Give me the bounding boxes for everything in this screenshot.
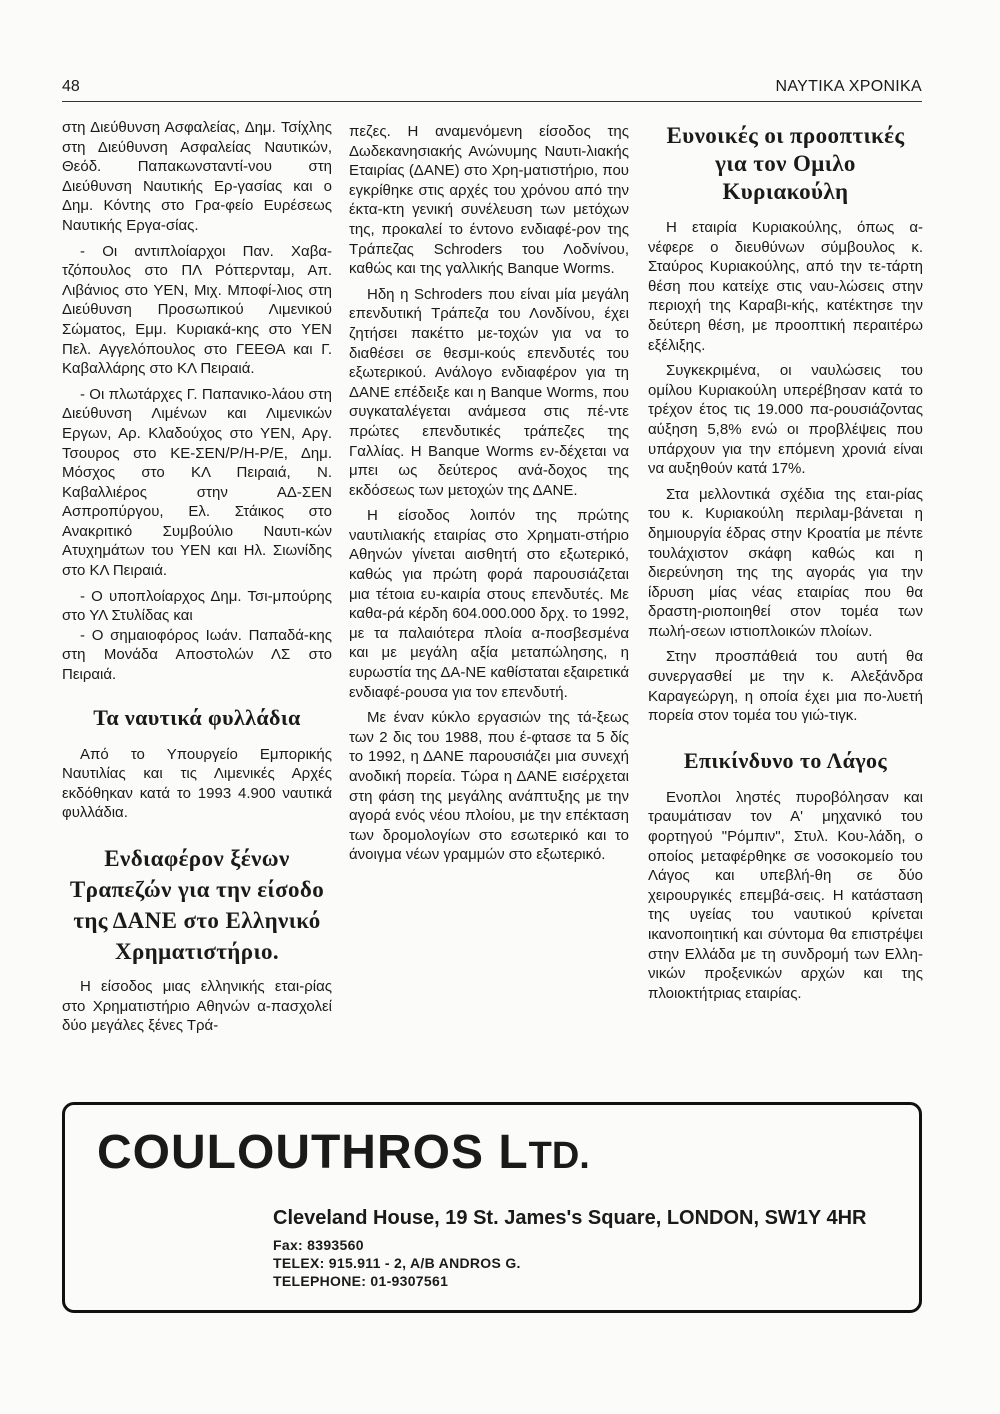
heading-lagos: Επικίνδυνο το Λάγος xyxy=(683,747,888,773)
paragraph: Συγκεκριμένα, οι ναυλώσεις του ομίλου Κυριακούλη υπερέβησαν κατά το τρέχον έτος τις 19.000 πα-ρουσιάζοντας αύξηση 5,8% ενώ οι προβλέψεις που υπάρχουν για την επόμενη χρονιά είναι να αυξηθούν κατά 17%. xyxy=(648,362,923,478)
paragraph: Στην προσπάθειά του αυτή θα συνεργασθεί με την κ. Αλεξάνδρα Καραγεώργη, η οποία έχει μια πο-λυετή πορεία στον τομέα του γιώ-τιγκ. xyxy=(648,648,923,725)
column-1 xyxy=(62,118,332,1042)
column-3 xyxy=(648,122,923,1009)
ad-telex: TELEX: 915.911 - 2, A/B ANDROS G. xyxy=(273,1255,521,1271)
page-header xyxy=(62,78,922,100)
paragraph: Με έναν κύκλο εργασιών της τά-ξεως των 2 δις του 1988, που έ-φτασε τα 5 δίς το 1992, η ΔΑΝΕ παρουσιάζει μια συνεχή ανοδική πορεία. Τώρα η ΔΑΝΕ εισέρχεται στη φάση της μεγάλης ανάπτυξης με την αγορά ενός νέου πλοίου, με την επέκταση των δρομολογίων στο εσωτερικό και το άνοιγμα νέων γραμμών στο εξωτερικό. xyxy=(349,709,629,864)
paragraph: Η είσοδος μιας ελληνικής εται-ρίας στο Χρηματιστήριο Αθηνών α-πασχολεί δύο μεγάλες ξένες Τρά- xyxy=(62,978,332,1035)
advertisement-box xyxy=(62,1102,922,1313)
paragraph: - Οι αντιπλοίαρχοι Παν. Χαβα-τζόπουλος στο ΠΛ Ρόττερνταμ, Απ. Λιβάνιος στο ΥΕΝ, Μιχ. Μποφί-λιος στη Διεύθυνση Προσωπικού Λιμενικού Σώματος, Εμμ. Κυριακά-κης στο ΥΕΝ Πελ. Αγγελόπουλος στο ΓΕΕΘΑ και Γ. Καβαλλάρης στο ΚΛ Πειραιά. xyxy=(62,242,332,378)
page-number: 48 xyxy=(62,78,80,95)
ad-company-suffix: TD. xyxy=(528,1135,590,1177)
paragraph: Στα μελλοντικά σχέδια της εται-ρίας του κ. Κυριακούλη περιλαμ-βάνεται η δημιουργία έδρας στην Κροατία με πέντε τουλάχιστον σκάφη καθώς και η διερεύνηση της της αγοράς για την ίδρυση μίας νέας εταιρίας που θα δραστη-ριοποιηθεί στον τομέα των πωλή-σεων ιστιοπλοικών πλοίων. xyxy=(648,485,923,640)
paragraph: Ενοπλοι ληστές πυροβόλησαν και τραυμάτισαν τον Α' μηχανικό του φορτηγού "Ρόμπιν", Στυλ. Κου-λάδη, ο οποίος μεταφέρθηκε σε νοσοκομείο του Λάγος και υπεβλή-θη σε δύο χειρουργικές επεμβά-σεις. Η κατάσταση της υγείας του ναυτικού κρίνεται ικανοποιητική και σύντομα θα επιστρέψει στην Ελλάδα με τη συνδρομή των Ελλη-νικών προξενικών αρχών και της πλοιοκτήτριας εταιρίας. xyxy=(648,788,923,1002)
paragraph: στη Διεύθυνση Ασφαλείας, Δημ. Τσίχλης στη Διεύθυνση Ασφαλείας Ναυτικών, Θεόδ. Παπακωνσταντί-νου στη Διεύθυνση Ναυτικής Ερ-γασίας και ο Δημ. Κόντης στο Γρα-φείο Ευρέσεως Ναυτικής Εργα-σίας. xyxy=(62,119,332,234)
paragraph: Από το Υπουργείο Εμπορικής Ναυτιλίας και τις Λιμενικές Αρχές εκδόθηκαν κατά το 1993 4.900 ναυτικά φυλλάδια. xyxy=(62,745,332,822)
ad-company-name xyxy=(97,1125,590,1184)
header-rule xyxy=(62,101,922,102)
paragraph: - Οι πλωτάρχες Γ. Παπανικο-λάου στη Διεύθυνση Λιμένων και Λιμενικών Εργων, Αρ. Κλαδούχος στο ΥΕΝ, Αργ. Τσουρος στο ΚΕ-ΣΕΝ/Ρ/Η-Ρ/Ε, Δημ. Μόσχος στο ΚΛ Πειραιά, Ν. Καβαλλιέρος στην ΑΔ-ΣΕΝ Ασπροπύργου, Ελ. Στάικος στο Ανακριτικό Συμβούλιο Ναυτι-κών Ατυχημάτων του ΥΕΝ και Ηλ. Σιωνίδης στο ΚΛ Πειραιά. xyxy=(62,385,332,580)
paragraph: Ηδη η Schroders που είναι μία μεγάλη επενδυτική Τράπεζα του Λονδίνου, έχει ζητήσει πακέττο με-τοχών για να το διαθέσει σε θεσμι-κούς επενδυτές του εξωτερικού. Ανάλογο ενδιαφέρον για τη ΔΑΝΕ επέδειξε και η Banque Worms, που συγκαταλέγεται ανάμεσα στις πέ-ντε πρώτες επενδυτικές τράπεζες της Γαλλίας. Η Banque Worms εν-δέχεται να μπει ως δεύτερος ανά-δοχος της εκδόσεως των μετοχών της ΔΑΝΕ. xyxy=(349,285,629,499)
ad-telephone: TELEPHONE: 01-9307561 xyxy=(273,1273,449,1289)
ad-fax: Fax: 8393560 xyxy=(273,1237,364,1253)
paragraph: Η είσοδος λοιπόν της πρώτης ναυτιλιακής εταιρίας στο Χρηματι-στήριο Αθηνών γίνεται αισθητή στο εξωτερικό, καθώς για πρώτη φορά παρουσιάζεται μια τέτοια ευ-καιρία στους επενδυτές. Με καθα-ρά κέρδη 604.000.000 δρχ. το 1992, με τα παλαιότερα πλοία α-ποσβεσμένα και με μεγάλη αξία μεταπώλησης, η ευρωστία της ΔΑ-ΝΕ καθίσταται εξαιρετικά ενδιαφέ-ρουσα για τον επενδυτή. xyxy=(349,507,630,701)
paragraph: - Ο υποπλοίαρχος Δημ. Τσι-μπούρης στο ΥΛ Στυλίδας και xyxy=(62,587,332,625)
running-head: ΝΑΥΤΙΚΑ ΧΡΟΝΙΚΑ xyxy=(775,78,922,95)
ad-company-main: COULOUTHROS L xyxy=(97,1126,529,1179)
column-2 xyxy=(349,122,629,871)
heading-kyriakoulis: Ευνοικές οι προοπτικές για τον Ομιλο Κυριακούλη xyxy=(666,123,905,204)
paragraph: - Ο σημαιοφόρος Ιωάν. Παπαδά-κης στη Μονάδα Αποστολών ΛΣ στο Πειραιά. xyxy=(62,626,332,684)
paragraph: Η εταιρία Κυριακούλης, όπως α-νέφερε ο διευθύνων σύμβουλος κ. Σταύρος Κυριακούλης, από την τε-τάρτη θέση που κατείχε στις ναυ-λώσεις στην περιοχή της Καραβι-κής, κατέκτησε την δεύτερη θέση, με προοπτική περαιτέρω εξέλιξης. xyxy=(648,219,923,354)
paragraph: πεζες. Η αναμενόμενη είσοδος της Δωδεκανησιακής Ανώνυμης Ναυτι-λιακής Εταιρίας (ΔΑΝΕ) στο Χρη-ματιστήριο, που εγκρίθηκε στις αρχές του χρόνου από την έκτα-κτη γενική συνέλευση των μετόχων της, προκαλεί το έντονο ενδιαφέ-ρον της Τράπεζας Schroders του Λοδνίνου, καθώς και της γαλλικής Banque Worms. xyxy=(349,123,629,278)
heading-nautical-booklets: Τα ναυτικά φυλλάδια xyxy=(93,704,301,730)
heading-foreign-banks: Ενδιαφέρον ξένων Τραπεζών για την είσοδο της ΔΑΝΕ στο Ελληνικό Χρηματιστήριο. xyxy=(69,846,325,964)
ad-address: Cleveland House, 19 St. James's Square, LONDON, SW1Y 4HR xyxy=(273,1207,867,1229)
